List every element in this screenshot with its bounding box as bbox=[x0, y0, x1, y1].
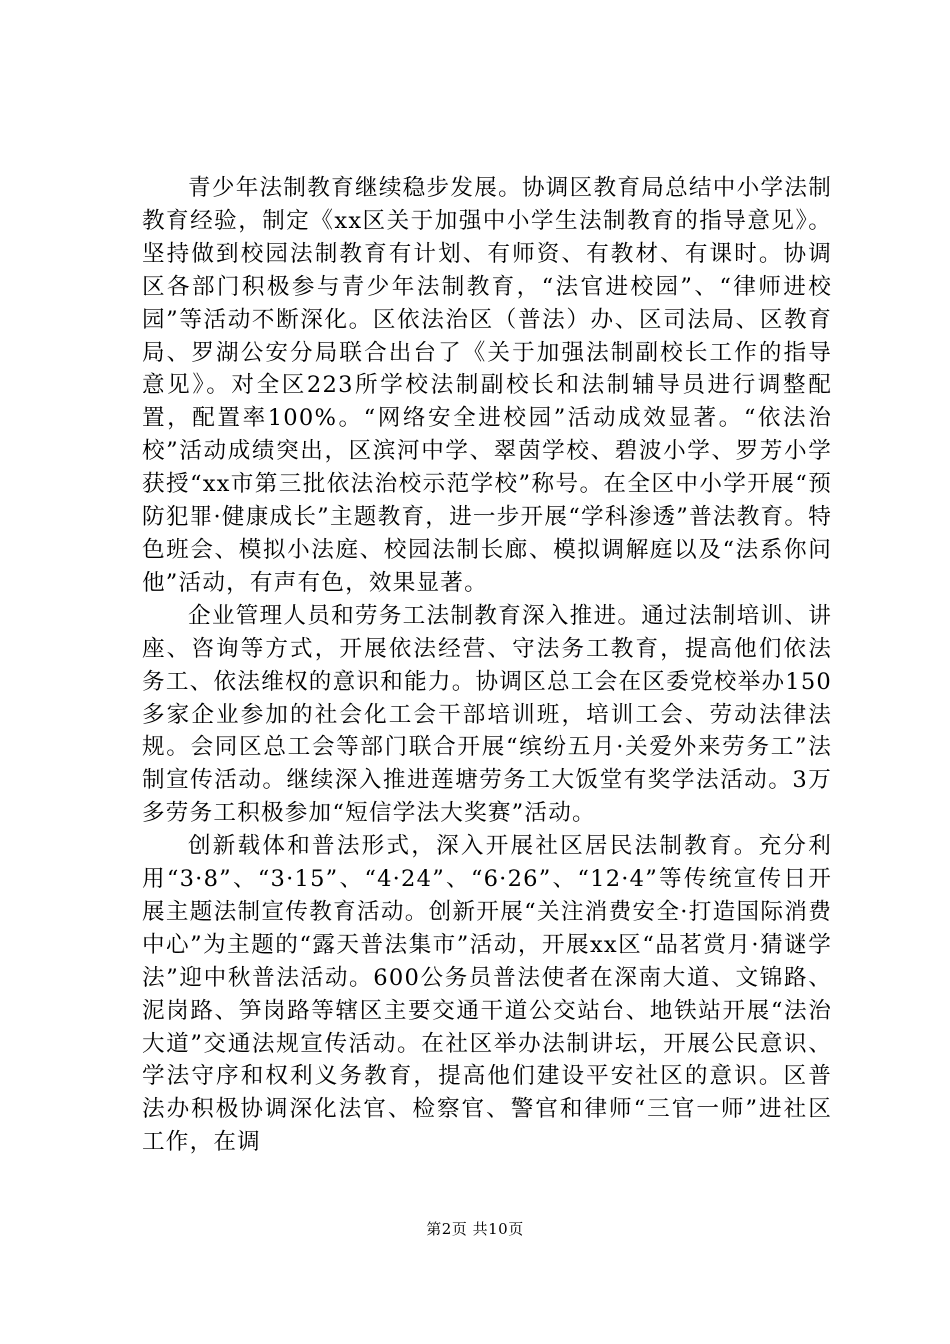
page-number-footer: 第2页 共10页 bbox=[426, 1220, 524, 1238]
paragraph-migrant-worker-legal-education: 企业管理人员和劳务工法制教育深入推进。通过法制培训、讲座、咨询等方式，开展依法经营、守法务工教育，提高他们依法务工、依法维权的意识和能力。协调区总工会在区委党校举办150多家企业参加的社会化工会干部培训班，培训工会、劳动法律法规。会同区总工会等部门联合开展“缤纷五月·关爱外来劳务工”法制宣传活动。继续深入推进莲塘劳务工大饭堂有奖学法活动。3万多劳务工积极参加“短信学法大奖赛”活动。 bbox=[142, 602, 832, 827]
paragraph-youth-legal-education: 青少年法制教育继续稳步发展。协调区教育局总结中小学法制教育经验，制定《xx区关于加强中小学生法制教育的指导意见》。坚持做到校园法制教育有计划、有师资、有教材、有课时。协调区各部门积极参与青少年法制教育，“法官进校园”、“律师进校园”等活动不断深化。区依法治区（普法）办、区司法局、区教育局、罗湖公安分局联合出台了《关于加强法制副校长工作的指导意见》。对全区223所学校法制副校长和法制辅导员进行调整配置，配置率100%。“网络安全进校园”活动成效显著。“依法治校”活动成绩突出，区滨河中学、翠茵学校、碧波小学、罗芳小学获授“xx市第三批依法治校示范学校”称号。在全区中小学开展“预防犯罪·健康成长”主题教育，进一步开展“学科渗透”普法教育。特色班会、模拟小法庭、校园法制长廊、模拟调解庭以及“法系你问他”活动，有声有色，效果显著。 bbox=[142, 175, 832, 596]
document-body bbox=[142, 172, 832, 1159]
paragraph-community-legal-education: 创新载体和普法形式，深入开展社区居民法制教育。充分利用“3·8”、“3·15”、“4·24”、“6·26”、“12·4”等传统宣传日开展主题法制宣传教育活动。创新开展“关注消费安全·打造国际消费中心”为主题的“露天普法集市”活动，开展xx区“品茗赏月·猜谜学法”迎中秋普法活动。600公务员普法使者在深南大道、文锦路、泥岗路、笋岗路等辖区主要交通干道公交站台、地铁站开展“法治大道”交通法规宣传活动。在社区举办法制讲坛，开展公民意识、学法守序和权利义务教育，提高他们建设平安社区的意识。区普法办积极协调深化法官、检察官、警官和律师“三官一师”进社区工作，在调 bbox=[142, 833, 832, 1156]
